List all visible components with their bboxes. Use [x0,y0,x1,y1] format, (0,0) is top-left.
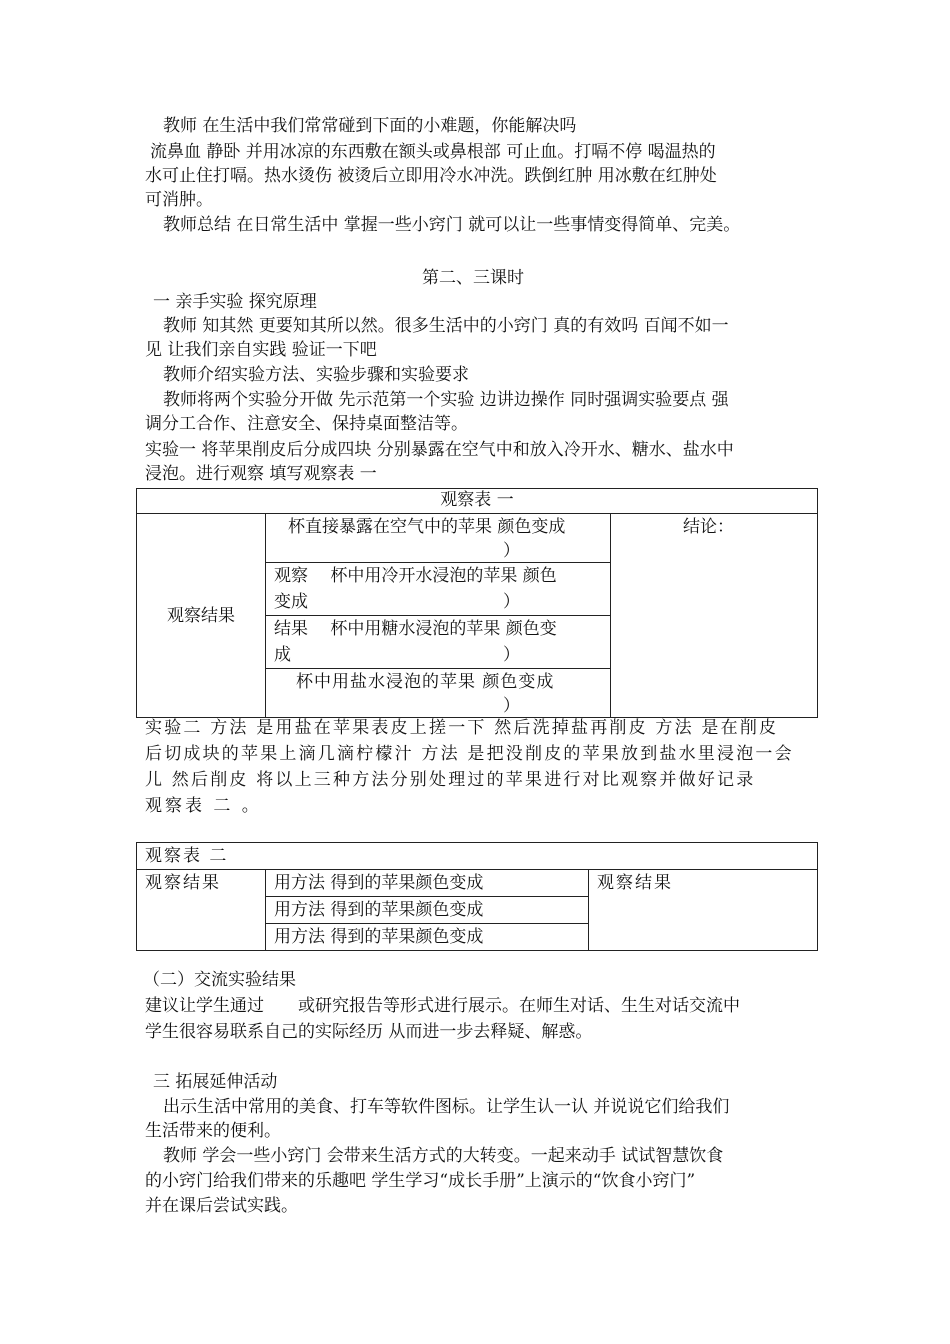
observation-table-1 [136,488,818,718]
conclusion-cell: 结论： [611,514,818,718]
text-line: 并在课后尝试实践。 [145,1196,298,1216]
text-line: 可消肿。 [145,190,213,210]
text-line: 教师将两个实验分开做 先示范第一个实验 边讲边操作 同时强调实验要点 强 [163,390,729,410]
text-line: 见 让我们亲自实践 验证一下吧 [145,340,377,360]
lesson-title: 第二、三课时 [422,268,524,288]
text-line: 教师 知其然 更要知其所以然。很多生活中的小窍门 真的有效吗 百闻不如一 [163,316,729,336]
table-title: 观察表 一 [137,489,818,514]
table-cell: 用方法 得到的苹果颜色变成 [266,870,589,897]
text-line: 教师 学会一些小窍门 会带来生活方式的大转变。一起来动手 试试智慧饮食 [163,1146,724,1166]
text-line: 观察表 二 。 [145,796,262,816]
text-line: 实验二 方法 是用盐在苹果表皮上搓一下 然后洗掉盐再削皮 方法 是在削皮 [145,718,779,738]
text-line: 出示生活中常用的美食、打车等软件图标。让学生认一认 并说说它们给我们 [163,1097,730,1117]
text-line: 教师 在生活中我们常常碰到下面的小难题，你能解决吗 [163,116,577,136]
text-line: 调分工合作、注意安全、保持桌面整洁等。 [145,414,468,434]
table-title: 观察表 二 [137,843,818,870]
text-line: 流鼻血 静卧 并用冰凉的东西敷在额头或鼻根部 可止血。打嗝不停 喝温热的 [150,142,716,162]
text-line: 建议让学生通过 或研究报告等形式进行展示。在师生对话、生生对话交流中 [145,996,740,1016]
text-line: 的小窍门给我们带来的乐趣吧 学生学习“成长手册”上演示的“饮食小窍门” [145,1171,696,1191]
section-heading: 三 拓展延伸活动 [153,1072,278,1092]
text-line: 学生很容易联系自己的实际经历 从而进一步去释疑、解惑。 [145,1022,593,1042]
table-cell: 用方法 得到的苹果颜色变成 [266,924,589,951]
row-label: 观察结果 [137,514,266,718]
text-line: 教师总结 在日常生活中 掌握一些小窍门 就可以让一些事情变得简单、完美。 [163,215,741,235]
section-heading: （二）交流实验结果 [143,970,296,990]
result-cell: 观察结果 [589,870,818,951]
table-cell: 用方法 得到的苹果颜色变成 [266,897,589,924]
table-cell: 结果 杯中用糖水浸泡的苹果 颜色变 成 ） [266,616,611,669]
observation-table-2 [136,842,818,951]
row-label: 观察结果 [137,870,266,951]
text-line: 浸泡。进行观察 填写观察表 一 [145,464,377,484]
table-cell: 观察 杯中用冷开水浸泡的苹果 颜色 变成 ） [266,563,611,616]
section-heading: 一 亲手实验 探究原理 [153,292,317,312]
text-line: 后切成块的苹果上滴几滴柠檬汁 方法 是把没削皮的苹果放到盐水里浸泡一会 [145,744,794,764]
text-line: 水可止住打嗝。热水烫伤 被烫后立即用冷水冲洗。跌倒红肿 用冰敷在红肿处 [145,166,717,186]
text-line: 教师介绍实验方法、实验步骤和实验要求 [163,365,469,385]
text-line: 实验一 将苹果削皮后分成四块 分别暴露在空气中和放入冷开水、糖水、盐水中 [145,440,734,460]
table-cell: 杯直接暴露在空气中的苹果 颜色变成 ） [266,514,611,563]
text-line: 生活带来的便利。 [145,1121,281,1141]
text-line: 儿 然后削皮 将以上三种方法分别处理过的苹果进行对比观察并做好记录 [145,770,756,790]
table-cell: 杯中用盐水浸泡的苹果 颜色变成 ） [266,669,611,718]
